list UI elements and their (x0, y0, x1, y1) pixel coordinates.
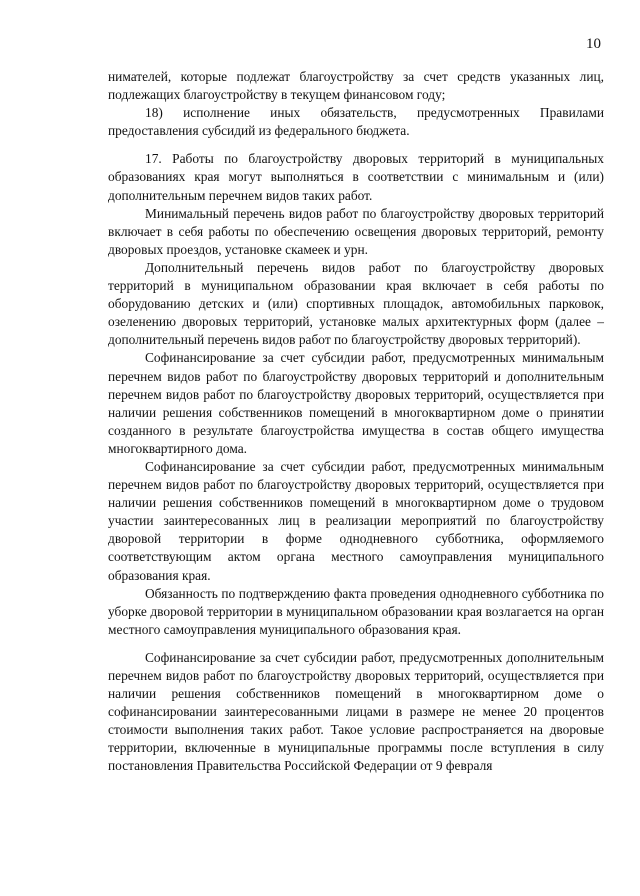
paragraph-subbotnik-duty: Обязанность по подтверждению факта проведения однодневного субботника по уборке дворовой территории в муниципальном образовании края возлагается на орган местного самоуправления муниципального образования края. (108, 585, 604, 637)
document-body (108, 68, 604, 776)
paragraph-continuation: нимателей, которые подлежат благоустройству за счет средств указанных лиц, подлежащих благоустройству в текущем финансовом году; (108, 69, 604, 103)
paragraph-item-18: 18) исполнение иных обязательств, предусмотренных Правилами предоставления субсидий из федерального бюджета. (108, 105, 604, 139)
paragraph-clause-17: 17. Работы по благоустройству дворовых территорий в муниципальных образованиях края могут выполняться в соответствии с минимальным и (или) дополнительным перечнем видов таких работ. (108, 151, 604, 203)
paragraph-cofinancing-additional: Софинансирование за счет субсидии работ, предусмотренных дополнительным перечнем видов работ по благоустройству дворовых территорий, осуществляется при наличии решения собственников помещений в многоквартирном доме о софинансировании заинтересованными лицами в размере не менее 20 процентов стоимости выполнения таких работ. Такое условие распространяется на дворовые территории, включенные в муниципальные программы после вступления в силу постановления Правительства Российской Федерации от 9 февраля (108, 649, 604, 774)
paragraph-cofinancing-property: Софинансирование за счет субсидии работ, предусмотренных минимальным перечнем видов работ по благоустройству дворовых территорий и дополнительным перечнем видов работ по благоустройству дворовых территорий, осуществляется при наличии решения собственников помещений в многоквартирном доме о принятии созданного в результате благоустройства имущества в состав общего имущества многоквартирного дома. (108, 350, 604, 456)
paragraph-additional-list: Дополнительный перечень видов работ по благоустройству дворовых территорий в муниципальном образовании края включает в себя работы по оборудованию детских и (или) спортивных площадок, автомобильных парковок, озеленению дворовых территорий, установке малых архитектурных форм (далее – дополнительный перечень видов работ по благоустройству дворовых территорий). (108, 259, 604, 348)
page-number: 10 (586, 36, 601, 52)
paragraph-minimal-list: Минимальный перечень видов работ по благоустройству дворовых территорий включает в себя работы по обеспечению освещения дворовых территорий, ремонту дворовых проездов, установке скамеек и урн. (108, 205, 604, 257)
paragraph-cofinancing-labor: Софинансирование за счет субсидии работ, предусмотренных минимальным перечнем видов работ по благоустройству дворовых территорий, осуществляется при наличии решения собственников помещений в многоквартирном доме о трудовом участии заинтересованных лиц в реализации мероприятий по благоустройству дворовой территории в форме однодневного субботника, оформляемого соответствующим актом органа местного самоуправления муниципального образования края. (108, 458, 604, 583)
